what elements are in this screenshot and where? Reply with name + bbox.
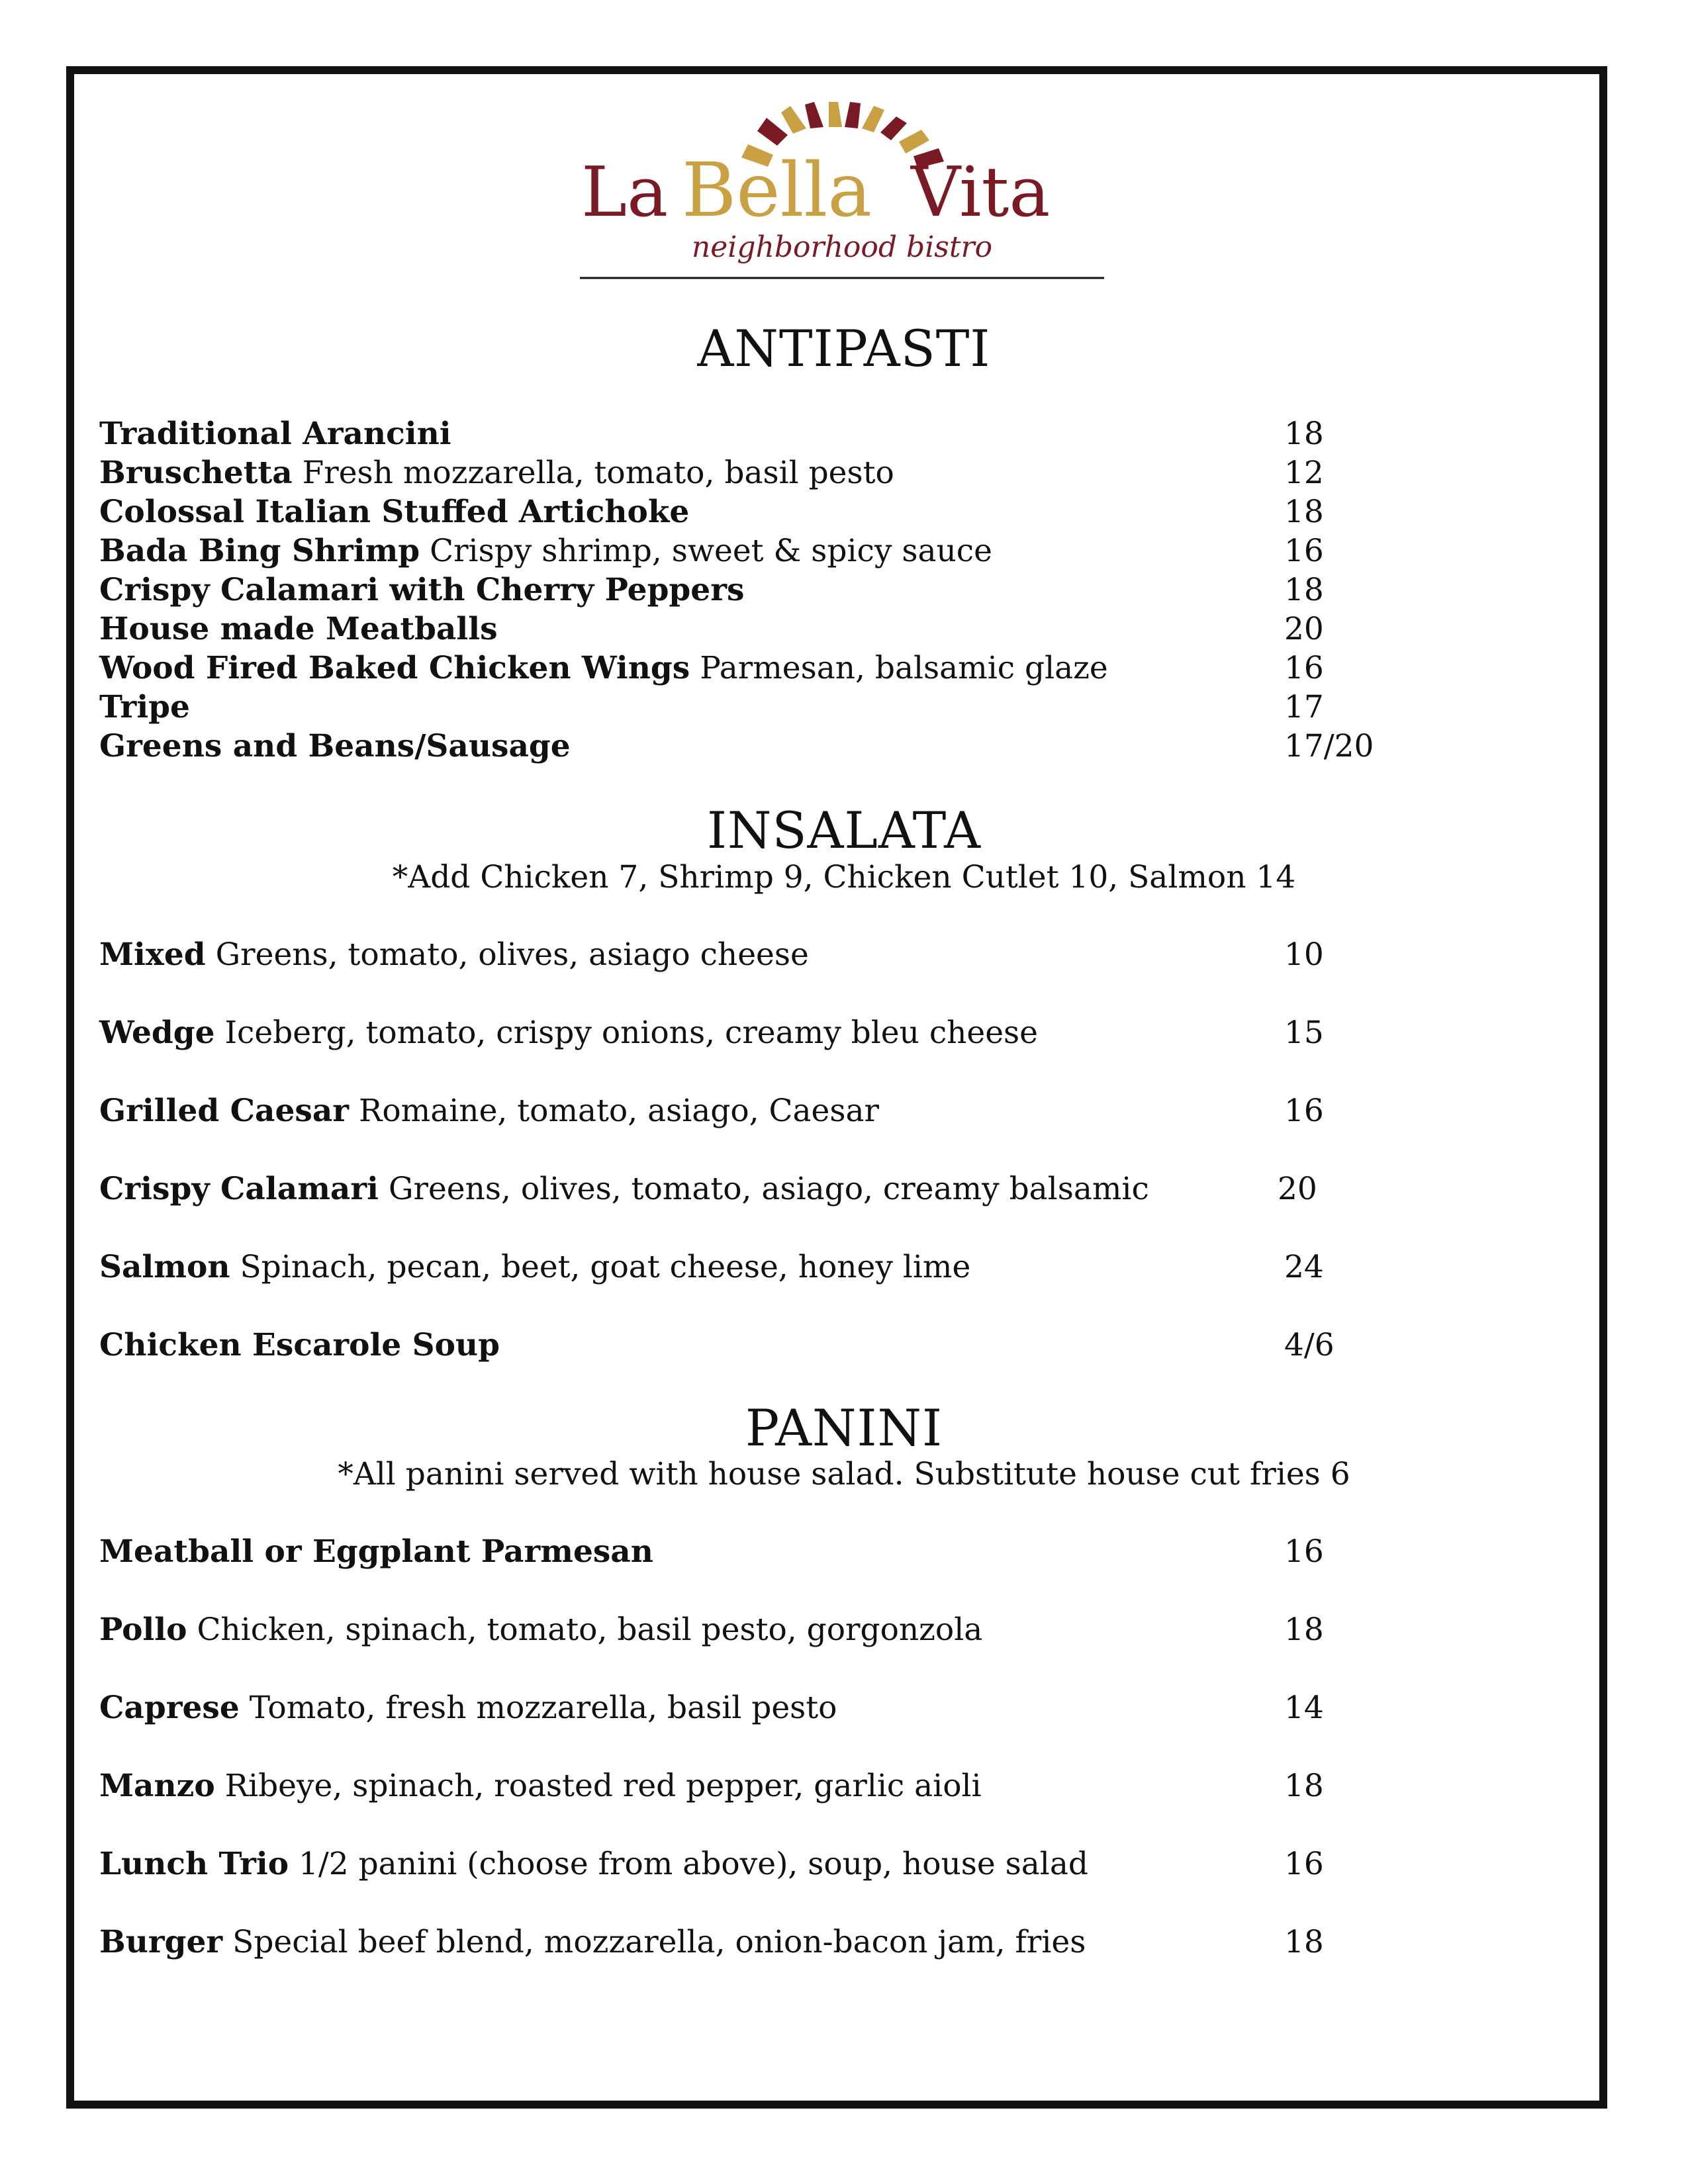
item-price: 18 <box>1284 494 1324 530</box>
logo-word-la: La <box>581 152 669 232</box>
menu-item <box>99 415 1423 453</box>
menu-item <box>99 571 1423 610</box>
item-name: Manzo <box>99 1768 215 1804</box>
restaurant-logo <box>575 98 1109 280</box>
item-name: Bada Bing Shrimp <box>99 533 420 569</box>
item-price: 17/20 <box>1284 728 1374 764</box>
item-desc: 1/2 panini (choose from above), soup, house salad <box>299 1846 1088 1882</box>
menu-item <box>99 727 1423 766</box>
item-name: Chicken Escarole Soup <box>99 1327 500 1363</box>
item-price: 20 <box>1284 611 1324 647</box>
menu-item <box>99 610 1423 649</box>
item-price: 15 <box>1284 1015 1324 1051</box>
item-desc: Special beef blend, mozzarella, onion-bacon jam, fries <box>232 1924 1086 1960</box>
item-desc: Greens, olives, tomato, asiago, creamy balsamic <box>388 1171 1149 1207</box>
insalata-note: *Add Chicken 7, Shrimp 9, Chicken Cutlet 10, Salmon 14 <box>392 859 1296 895</box>
section-title-insalata: INSALATA <box>706 801 982 860</box>
item-price: 16 <box>1284 533 1324 569</box>
logo-word-vita: Vita <box>911 152 1051 232</box>
item-price: 18 <box>1284 1924 1324 1960</box>
menu-item <box>99 1689 1423 1727</box>
item-desc: Spinach, pecan, beet, goat cheese, honey lime <box>240 1249 971 1285</box>
item-name: Caprese <box>99 1690 240 1726</box>
item-name: Pollo <box>99 1612 187 1648</box>
item-desc: Iceberg, tomato, crispy onions, creamy bleu cheese <box>224 1015 1038 1051</box>
item-name: Bruschetta <box>99 455 293 491</box>
item-name: Traditional Arancini <box>99 416 451 452</box>
menu-item <box>99 1923 1423 1962</box>
item-price: 18 <box>1284 1768 1324 1804</box>
menu-item <box>99 688 1423 727</box>
item-price: 14 <box>1284 1690 1324 1726</box>
item-price: 10 <box>1284 936 1324 973</box>
item-price: 12 <box>1284 455 1324 491</box>
item-price: 16 <box>1284 650 1324 686</box>
item-name: Wedge <box>99 1015 215 1051</box>
item-desc: Tomato, fresh mozzarella, basil pesto <box>249 1690 837 1726</box>
item-desc: Romaine, tomato, asiago, Caesar <box>359 1093 879 1129</box>
menu-item <box>99 1533 1423 1571</box>
menu-item <box>99 1767 1423 1805</box>
item-name: Tripe <box>99 689 190 725</box>
menu-item <box>99 936 1423 974</box>
menu-item <box>99 1845 1423 1884</box>
section-title-antipasti: ANTIPASTI <box>697 319 991 378</box>
item-desc: Chicken, spinach, tomato, basil pesto, gorgonzola <box>197 1612 983 1648</box>
logo-graphic <box>575 98 1109 280</box>
logo-word-bella: Bella <box>682 148 872 234</box>
item-name: Crispy Calamari <box>99 1171 379 1207</box>
item-price: 18 <box>1284 1612 1324 1648</box>
item-name: House made Meatballs <box>99 611 498 647</box>
item-price: 17 <box>1284 689 1324 725</box>
item-price: 18 <box>1284 416 1324 452</box>
item-name: Crispy Calamari with Cherry Peppers <box>99 572 745 608</box>
item-name: Meatball or Eggplant Parmesan <box>99 1533 653 1570</box>
menu-item <box>99 493 1423 531</box>
menu-item <box>99 1611 1423 1649</box>
item-name: Wood Fired Baked Chicken Wings <box>99 650 690 686</box>
item-price: 24 <box>1284 1249 1324 1285</box>
item-name: Lunch Trio <box>99 1846 289 1882</box>
item-price: 16 <box>1284 1093 1324 1129</box>
section-title-panini: PANINI <box>745 1398 943 1457</box>
menu-item <box>99 532 1423 570</box>
item-name: Grilled Caesar <box>99 1093 350 1129</box>
item-price: 16 <box>1284 1846 1324 1882</box>
menu-item <box>99 1170 1423 1208</box>
item-price: 18 <box>1284 572 1324 608</box>
menu-item <box>99 1092 1423 1130</box>
menu-item <box>99 1326 1423 1365</box>
item-price: 20 <box>1278 1171 1317 1207</box>
menu-item <box>99 454 1423 492</box>
item-price: 4/6 <box>1284 1327 1335 1363</box>
item-name: Greens and Beans/Sausage <box>99 728 571 764</box>
panini-note: *All panini served with house salad. Substitute house cut fries 6 <box>338 1456 1350 1492</box>
item-desc: Parmesan, balsamic glaze <box>700 650 1108 686</box>
logo-tagline: neighborhood bistro <box>691 230 993 264</box>
menu-item <box>99 1014 1423 1052</box>
item-desc: Fresh mozzarella, tomato, basil pesto <box>302 455 894 491</box>
item-name: Salmon <box>99 1249 230 1285</box>
menu-item <box>99 649 1423 688</box>
item-name: Burger <box>99 1924 223 1960</box>
item-desc: Greens, tomato, olives, asiago cheese <box>215 936 809 973</box>
item-name: Mixed <box>99 936 206 973</box>
item-name: Colossal Italian Stuffed Artichoke <box>99 494 690 530</box>
menu-item <box>99 1248 1423 1287</box>
item-desc: Crispy shrimp, sweet & spicy sauce <box>430 533 992 569</box>
item-desc: Ribeye, spinach, roasted red pepper, garlic aioli <box>224 1768 982 1804</box>
item-price: 16 <box>1284 1533 1324 1570</box>
